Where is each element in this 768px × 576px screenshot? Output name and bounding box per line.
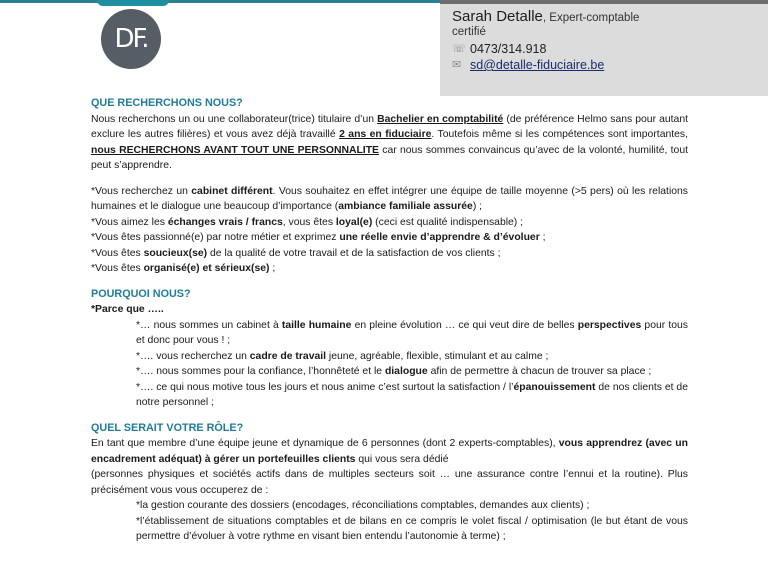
why-intro: *Parce que ….. <box>91 304 164 315</box>
contact-name-line <box>452 8 756 26</box>
role-paragraph: En tant que membre d’une équipe jeune et dynamique de 6 personnes (dont 2 experts-comptables), vous apprendrez (avec un encadrement adéquat) à gérer un portefeuilles clients qui vous sera dédié <box>91 438 688 465</box>
paragraph-search: Nous recherchons un ou une collaborateur(trice) titulaire d’un Bachelier en comptabilité (de préférence Helmo sans pour autant exclure les autres filières) et vous avez déjà travaillé 2 ans en fiduciaire. Toutefois même si les compétences sont importantes, nous RECHERCHONS AVANT TOUT UNE PERSONNALITE car nous sommes convaincus qu’avec de la volonté, humilité, tout peut s’apprendre. <box>91 113 688 171</box>
section-heading-what: QUE RECHERCHONS NOUS? <box>91 97 243 109</box>
contact-email-link[interactable]: sd@detalle-fiduciaire.be <box>470 58 605 72</box>
contact-box <box>440 0 768 96</box>
logo-accent-arc <box>97 0 169 6</box>
bullet-cabinet: *Vous recherchez un cabinet différent. Vous souhaitez en effet intégrer une équipe de taille moyenne (>5 pers) où les relations humaines et le dialogue une beaucoup d’importance (ambiance familiale assurée) ; <box>91 185 688 212</box>
role-task-bilans: *l’établissement de situations comptables et de bilans en ce compris le volet fiscal / optimisation (le but étant de vous permettre d’évoluer à votre rythme en visant bien entendu l’autonomie à terme) ; <box>136 515 688 542</box>
role-paragraph-2: (personnes physiques et sociétés actifs dans de multiples secteurs soit … une assurance contre l’ennui et la routine). Plus précisément vous vous occuperez de : <box>91 469 688 496</box>
why-item-taille: *… nous sommes un cabinet à taille humaine en pleine évolution … ce qui veut dire de belles perspectives pour tous et donc pour vous ! ; <box>136 319 688 346</box>
bullet-organise: *Vous êtes organisé(e) et sérieux(se) ; <box>91 263 276 274</box>
top-accent-bar <box>0 0 440 3</box>
bullet-echanges: *Vous aimez les échanges vrais / francs, vous êtes loyal(e) (ceci est qualité indispensable) ; <box>91 216 524 228</box>
contact-role-line2: certifié <box>452 26 486 38</box>
why-item-satisfaction: *…. ce qui nous motive tous les jours et nous anime c’est surtout la satisfaction / l’épanouissement de nos clients et de notre personnel ; <box>136 381 688 408</box>
document-body <box>91 96 688 545</box>
company-logo: DF. <box>101 9 161 69</box>
contact-phone: 0473/314.918 <box>470 42 547 56</box>
contact-role: , Expert-comptable <box>542 12 640 24</box>
contact-email-line <box>452 58 756 72</box>
why-item-cadre: *…. vous recherchez un cadre de travail jeune, agréable, flexible, stimulant et au calme ; <box>136 350 549 362</box>
section-heading-why: POURQUOI NOUS? <box>91 287 191 300</box>
phone-icon: ☏ <box>452 43 466 55</box>
bullet-passion: *Vous êtes passionné(e) par notre métier et exprimez une réelle envie d’apprendre & d’évoluer ; <box>91 232 546 243</box>
bullet-soucieux: *Vous êtes soucieux(se) de la qualité de votre travail et de la satisfaction de vos clients ; <box>91 247 501 259</box>
section-heading-role: QUEL SERAIT VOTRE RÔLE? <box>91 421 244 434</box>
contact-name: Sarah Detalle <box>452 8 543 25</box>
envelope-icon: ✉ <box>452 59 462 71</box>
role-task-gestion: *la gestion courante des dossiers (encodages, réconciliations comptables, demandes aux clients) ; <box>136 500 590 511</box>
contact-phone-line <box>452 42 756 56</box>
why-item-dialogue: *…. nous sommes pour la confiance, l’honnêteté et le dialogue afin de permettre à chacun de trouver sa place ; <box>136 366 652 377</box>
